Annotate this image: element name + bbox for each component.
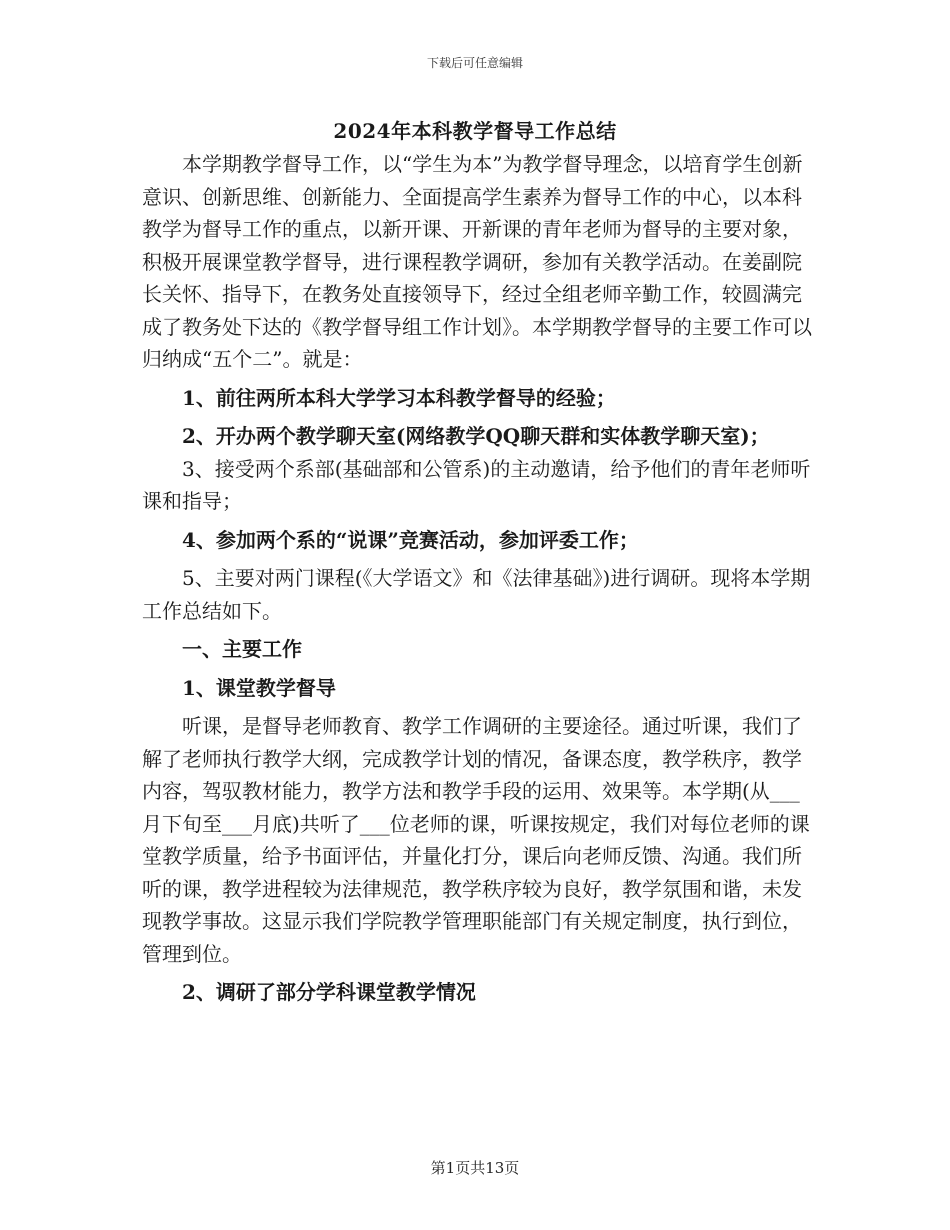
document-body — [142, 148, 812, 1009]
subheading-classroom-supervision: 1、课堂教学督导 — [182, 675, 336, 700]
intro-paragraph: 本学期教学督导工作，以“学生为本”为教学督导理念，以培育学生创新意识、创新思维、创新能力、全面提高学生素养为督导工作的中心，以本科教学为督导工作的重点，以新开课、开新课的青年老师为督导的主要对象，积极开展课堂教学督导，进行课程教学调研，参加有关教学活动。在姜副院长关怀、指导下，在教务处直接领导下，经过全组老师辛勤工作，较圆满完成了教务处下达的《教学督导组工作计划》。本学期教学督导的主要工作可以归纳成“五个二”。就是： — [142, 152, 812, 371]
page-number: 第1页共13页 — [430, 1159, 520, 1177]
classroom-supervision-paragraph: 听课，是督导老师教育、教学工作调研的主要途径。通过听课，我们了解了老师执行教学大纲，完成教学计划的情况，备课态度，教学秩序，教学内容，驾驭教材能力，教学方法和教学手段的运用、效果等。本学期(从___月下旬至___月底)共听了___位老师的课，听课按规定，我们对每位老师的课堂教学质量，给予书面评估，并量化打分，课后向老师反馈、沟通。我们所听的课，教学进程较为法律规范，教学秩序较为良好，教学氛围和谐，未发现教学事故。这显示我们学院教学管理职能部门有关规定制度，执行到位，管理到位。 — [142, 714, 810, 966]
section-heading-main-work: 一、主要工作 — [182, 637, 302, 661]
list-item-3: 3、接受两个系部(基础部和公管系)的主动邀请，给予他们的青年老师听课和指导； — [142, 456, 811, 513]
document-title: 2024年本科教学督导工作总结 — [333, 119, 617, 143]
page-header-note: 下载后可任意编辑 — [426, 56, 523, 70]
list-item-4: 4、参加两个系的“说课”竞赛活动，参加评委工作； — [182, 527, 639, 552]
list-item-2: 2、开办两个教学聊天室(网络教学QQ聊天群和实体教学聊天室)； — [182, 424, 770, 448]
list-item-5: 5、主要对两门课程(《大学语文》和《法律基础》)进行调研。现将本学期工作总结如下。 — [142, 566, 811, 623]
list-item-1: 1、前往两所本科大学学习本科教学督导的经验； — [182, 385, 616, 410]
subheading-subject-research: 2、调研了部分学科课堂教学情况 — [182, 980, 476, 1004]
